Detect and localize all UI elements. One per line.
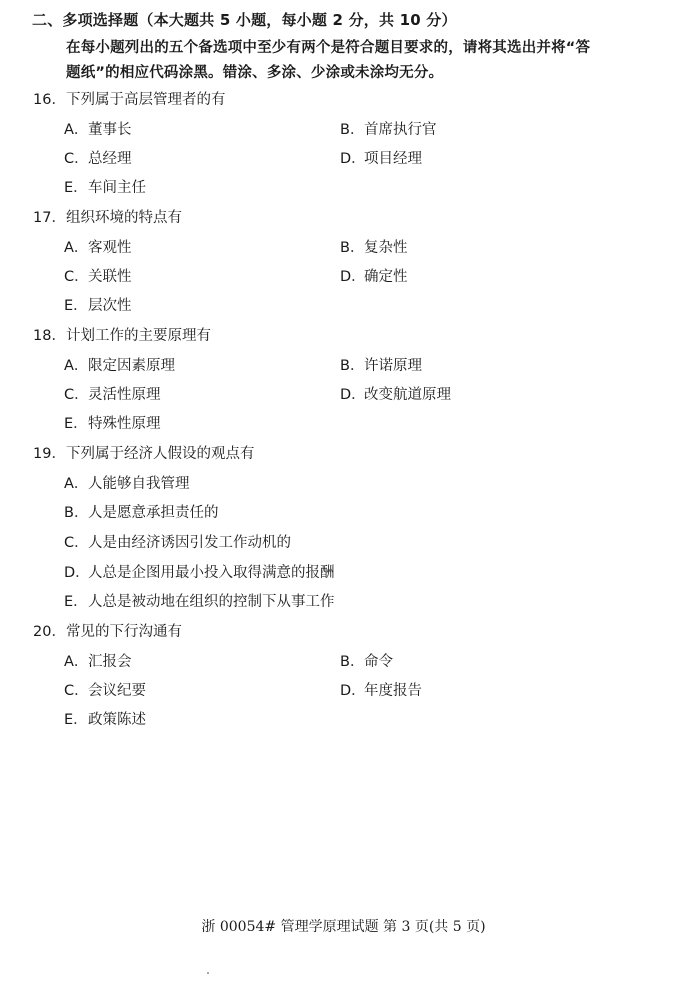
question-16-option-d xyxy=(340,147,422,168)
question-19-option-a xyxy=(64,472,190,493)
question-17-option-e xyxy=(64,294,132,315)
option-letter: E． xyxy=(64,712,88,728)
option-text: 改变航道原理 xyxy=(364,387,451,403)
question-20-option-a xyxy=(64,650,132,671)
option-letter: E． xyxy=(64,594,88,610)
option-letter: D． xyxy=(64,565,90,581)
option-text: 人是愿意承担责任的 xyxy=(88,505,219,521)
option-text: 限定因素原理 xyxy=(88,358,175,374)
option-text: 会议纪要 xyxy=(88,683,146,699)
question-17-option-c xyxy=(64,265,132,286)
option-letter: E． xyxy=(64,180,88,196)
option-letter: B． xyxy=(340,122,365,138)
question-20-option-e xyxy=(64,708,146,729)
option-letter: C． xyxy=(64,535,89,551)
option-text: 特殊性原理 xyxy=(88,416,161,432)
option-letter: E． xyxy=(64,298,88,314)
question-17-stem: 17．组织环境的特点有 xyxy=(33,210,182,226)
option-letter: E． xyxy=(64,416,88,432)
option-text: 汇报会 xyxy=(88,654,132,670)
option-text: 人是由经济诱因引发工作动机的 xyxy=(88,535,291,551)
option-letter: A． xyxy=(64,240,89,256)
question-16-stem: 16．下列属于高层管理者的有 xyxy=(33,92,226,108)
question-20-stem: 20．常见的下行沟通有 xyxy=(33,624,182,640)
section-title: 二、多项选择题（本大题共 5 小题，每小题 2 分，共 10 分） xyxy=(32,11,457,29)
instruction-line-2: 题纸”的相应代码涂黑。错涂、多涂、少涂或未涂均无分。 xyxy=(66,65,444,81)
option-letter: B． xyxy=(340,240,365,256)
question-19-option-e xyxy=(64,590,335,611)
option-letter: B． xyxy=(340,654,365,670)
question-18-option-e xyxy=(64,412,161,433)
option-letter: A． xyxy=(64,122,89,138)
question-19-option-c xyxy=(64,531,291,552)
option-text: 车间主任 xyxy=(88,180,146,196)
question-16-option-b xyxy=(340,118,437,139)
option-letter: A． xyxy=(64,654,89,670)
question-19-option-b xyxy=(64,501,219,522)
option-text: 年度报告 xyxy=(364,683,422,699)
question-19-stem: 19．下列属于经济人假设的观点有 xyxy=(33,446,255,462)
option-text: 人总是被动地在组织的控制下从事工作 xyxy=(88,594,335,610)
option-text: 人能够自我管理 xyxy=(88,476,190,492)
option-letter: A． xyxy=(64,476,89,492)
option-text: 许诺原理 xyxy=(364,358,422,374)
option-text: 确定性 xyxy=(364,269,408,285)
option-text: 客观性 xyxy=(88,240,132,256)
question-18-option-d xyxy=(340,383,451,404)
option-text: 命令 xyxy=(364,654,393,670)
question-18-option-a xyxy=(64,354,175,375)
option-letter: D． xyxy=(340,269,366,285)
question-17-option-b xyxy=(340,236,408,257)
option-text: 董事长 xyxy=(88,122,132,138)
option-letter: D． xyxy=(340,387,366,403)
question-16-option-a xyxy=(64,118,132,139)
question-20-option-b xyxy=(340,650,393,671)
question-16-option-c xyxy=(64,147,132,168)
question-18-option-c xyxy=(64,383,161,404)
question-16-option-e xyxy=(64,176,146,197)
option-letter: D． xyxy=(340,151,366,167)
scan-speck xyxy=(207,972,209,974)
option-text: 复杂性 xyxy=(364,240,408,256)
option-text: 灵活性原理 xyxy=(88,387,161,403)
option-letter: C． xyxy=(64,387,89,403)
question-20-option-d xyxy=(340,679,422,700)
option-letter: C． xyxy=(64,269,89,285)
option-text: 项目经理 xyxy=(364,151,422,167)
option-text: 人总是企图用最小投入取得满意的报酬 xyxy=(88,565,335,581)
question-18-option-b xyxy=(340,354,422,375)
question-19-option-d xyxy=(64,561,335,582)
option-text: 总经理 xyxy=(88,151,132,167)
option-letter: B． xyxy=(340,358,365,374)
question-17-option-d xyxy=(340,265,408,286)
option-letter: A． xyxy=(64,358,89,374)
option-text: 层次性 xyxy=(88,298,132,314)
option-text: 关联性 xyxy=(88,269,132,285)
option-text: 政策陈述 xyxy=(88,712,146,728)
option-letter: D． xyxy=(340,683,366,699)
instruction-line-1: 在每小题列出的五个备选项中至少有两个是符合题目要求的，请将其选出并将“答 xyxy=(66,40,591,56)
page-footer: 浙 00054# 管理学原理试题 第 3 页(共 5 页) xyxy=(201,919,486,935)
option-letter: C． xyxy=(64,151,89,167)
option-letter: B． xyxy=(64,505,89,521)
question-20-option-c xyxy=(64,679,146,700)
question-17-option-a xyxy=(64,236,132,257)
question-18-stem: 18．计划工作的主要原理有 xyxy=(33,328,211,344)
option-letter: C． xyxy=(64,683,89,699)
option-text: 首席执行官 xyxy=(364,122,437,138)
